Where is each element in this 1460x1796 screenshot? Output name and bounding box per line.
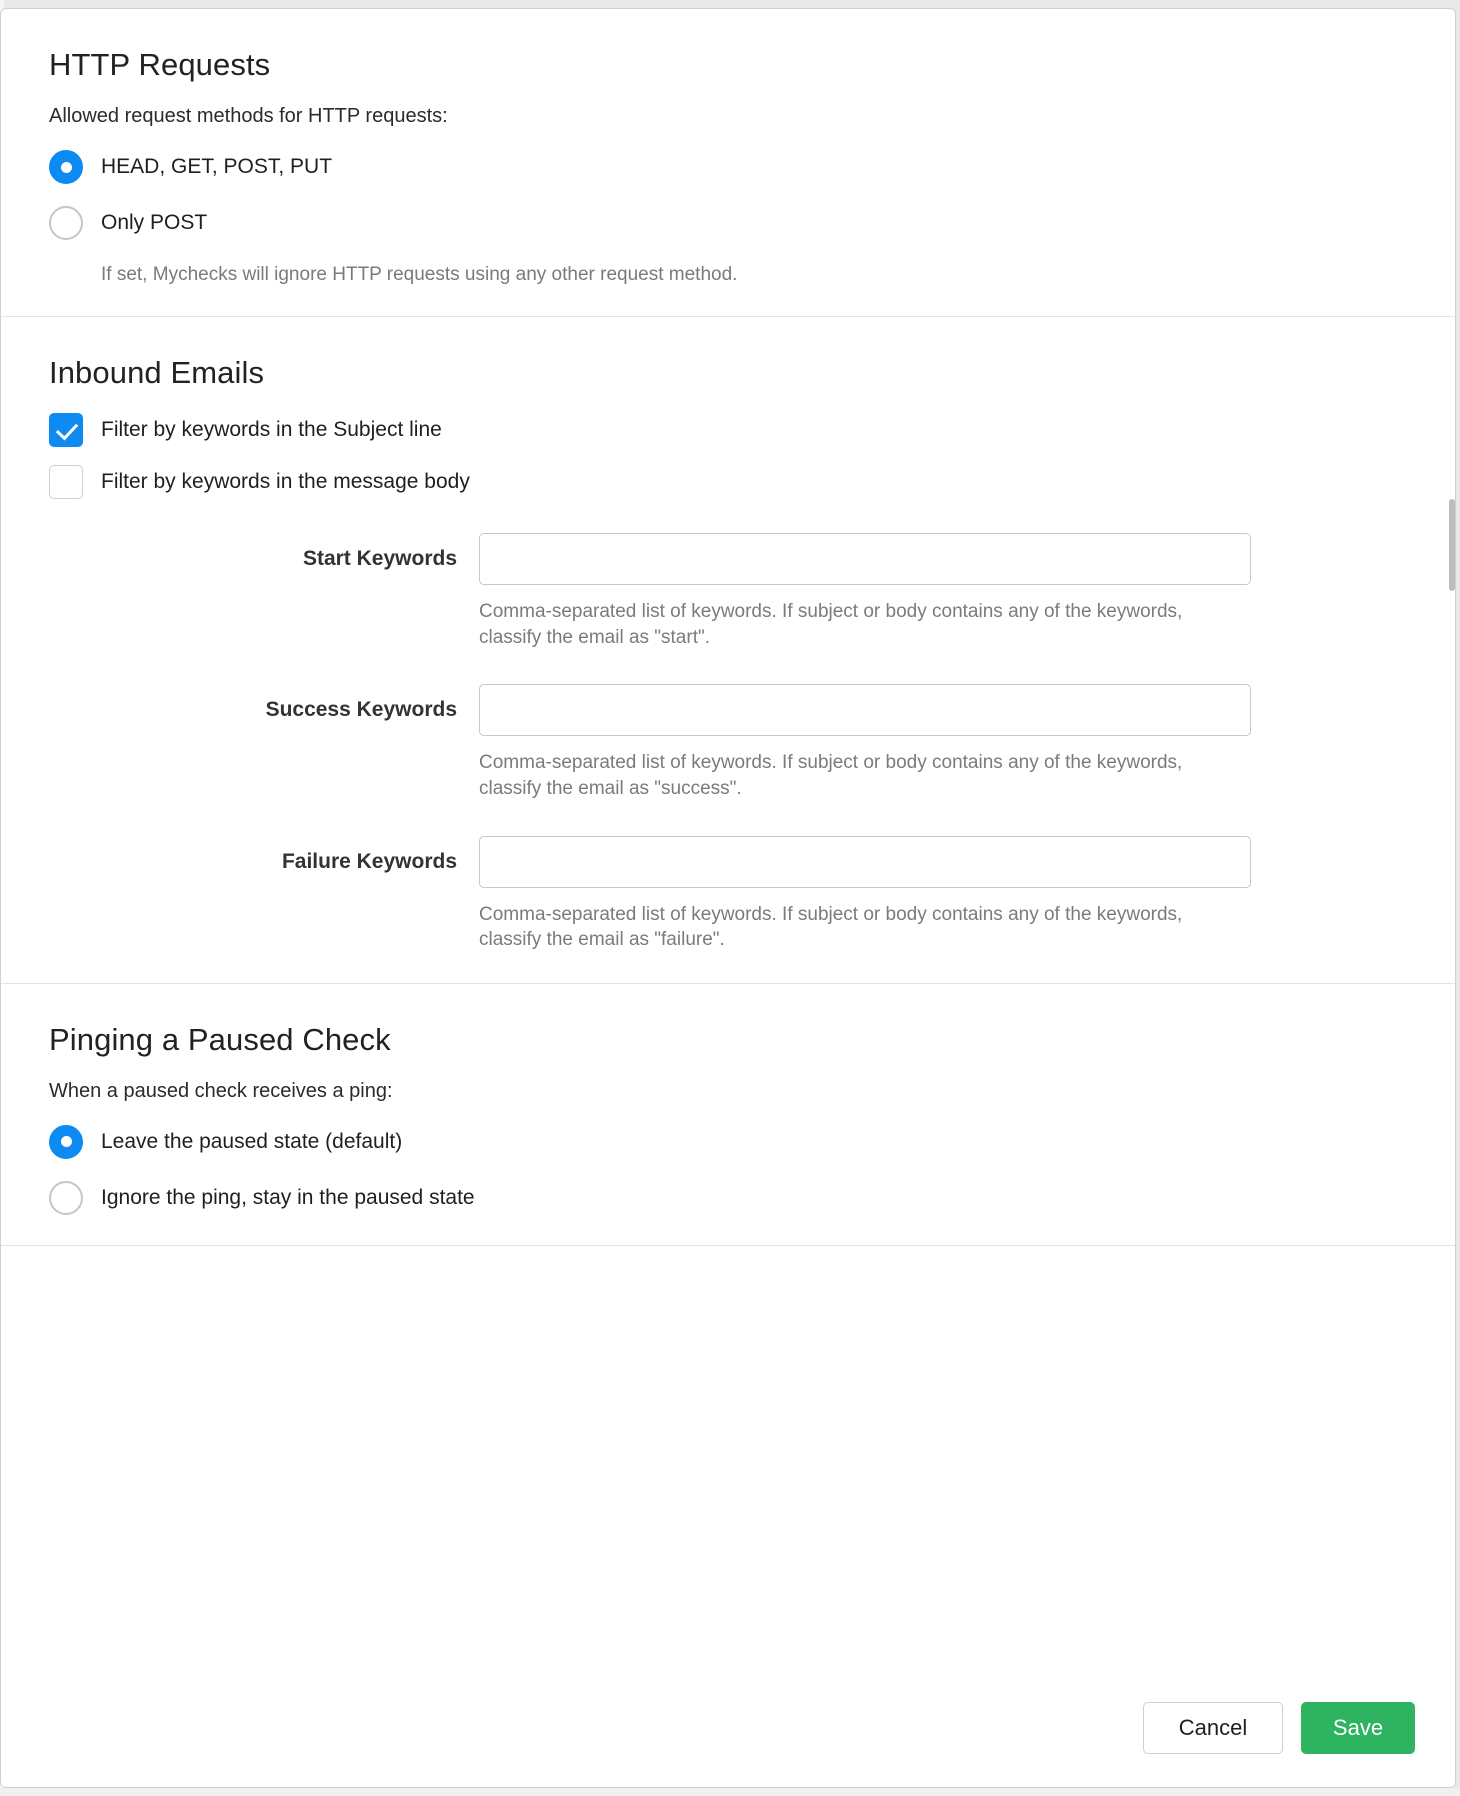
checkbox-label-subject: Filter by keywords in the Subject line (101, 418, 442, 441)
section-title-inbound-emails: Inbound Emails (49, 355, 265, 390)
settings-dialog (0, 8, 1456, 1788)
radio-icon-all-methods[interactable] (49, 150, 83, 184)
dialog-footer (1, 1669, 1455, 1787)
field-help-start-keywords: Comma-separated list of keywords. If subject or body contains any of the keywords, classify the email as "start". (479, 601, 1183, 648)
failure-keywords-input[interactable] (479, 836, 1251, 888)
field-label-success-keywords: Success Keywords (265, 698, 457, 722)
radio-icon-ignore-ping[interactable] (49, 1181, 83, 1215)
checkbox-row-subject[interactable] (49, 413, 1407, 447)
start-keywords-input[interactable] (479, 533, 1251, 585)
section-title-http-requests: HTTP Requests (49, 47, 271, 82)
field-label-failure-keywords: Failure Keywords (281, 849, 457, 873)
field-row-failure-keywords (49, 836, 1407, 953)
paused-check-lead: When a paused check receives a ping: (49, 1079, 393, 1102)
section-http-requests (1, 9, 1455, 317)
radio-option-ignore-ping[interactable] (49, 1181, 1407, 1215)
radio-icon-only-post[interactable] (49, 206, 83, 240)
success-keywords-input[interactable] (479, 684, 1251, 736)
radio-label-ignore-ping: Ignore the ping, stay in the paused state (101, 1185, 475, 1209)
section-inbound-emails (1, 317, 1455, 984)
field-label-start-keywords: Start Keywords (302, 547, 457, 570)
checkbox-label-body: Filter by keywords in the message body (101, 470, 470, 493)
field-help-failure-keywords: Comma-separated list of keywords. If subject or body contains any of the keywords, classify the email as "failure". (479, 903, 1183, 951)
field-row-success-keywords (49, 684, 1407, 801)
radio-option-leave-paused[interactable] (49, 1125, 1407, 1159)
radio-label-all-methods: HEAD, GET, POST, PUT (101, 155, 333, 178)
save-button[interactable]: Save (1301, 1702, 1415, 1754)
field-col-success-keywords (479, 684, 1251, 801)
scrollbar-thumb[interactable] (1449, 499, 1455, 591)
radio-option-only-post[interactable] (49, 206, 1407, 240)
section-title-paused-check: Pinging a Paused Check (49, 1021, 391, 1057)
http-requests-hint: If set, Mychecks will ignore HTTP requests using any other request method. (101, 264, 738, 285)
checkbox-row-body[interactable] (49, 465, 1407, 499)
field-col-failure-keywords (479, 836, 1251, 953)
radio-option-all-methods[interactable] (49, 150, 1407, 184)
radio-label-only-post: Only POST (101, 211, 208, 234)
page-background-bottom (0, 1788, 1460, 1796)
section-paused-check (1, 984, 1455, 1246)
http-requests-lead: Allowed request methods for HTTP requests: (49, 105, 448, 127)
field-col-start-keywords (479, 533, 1251, 650)
checkbox-icon-subject[interactable] (49, 413, 83, 447)
field-help-success-keywords: Comma-separated list of keywords. If subject or body contains any of the keywords, classify the email as "success". (479, 752, 1183, 799)
radio-icon-leave-paused[interactable] (49, 1125, 83, 1159)
radio-label-leave-paused: Leave the paused state (default) (101, 1129, 403, 1153)
checkbox-icon-body[interactable] (49, 465, 83, 499)
field-row-start-keywords (49, 533, 1407, 650)
cancel-button[interactable]: Cancel (1143, 1702, 1283, 1754)
